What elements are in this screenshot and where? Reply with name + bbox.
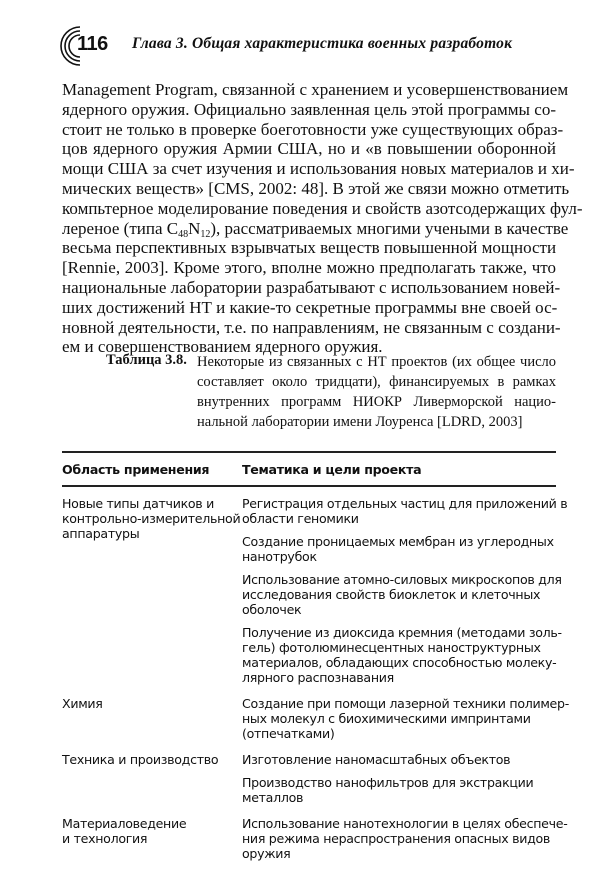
topic-item [242, 752, 556, 767]
page-number: 116 [77, 33, 108, 55]
body-line: стоит не только в проверке боеготовности уже существующих образ- [62, 119, 564, 139]
table-body [62, 496, 569, 869]
body-line: цов ядерного оружия Армии США, но и «в повышении оборонной [62, 139, 556, 159]
table-row [62, 496, 568, 693]
body-line-part: лереное (типа C [62, 218, 179, 238]
body-line: ем и совершенствованием ядерного оружия. [62, 337, 383, 357]
topic-line: ния режима нераспространения опасных видов [242, 831, 551, 846]
topic-item [242, 775, 556, 805]
area-cell [62, 752, 242, 813]
topic-line: Создание проницаемых мембран из углеродных [242, 534, 554, 549]
body-line: ших достижений НТ и какие-то секретные программы вне своей ос- [62, 297, 558, 317]
topic-line: лярного распознавания [242, 670, 394, 685]
topic-line: оболочек [242, 602, 302, 617]
topic-line: гель) фотолюминесцентных наноструктурных [242, 640, 541, 655]
area-line: Техника и производство [62, 752, 219, 767]
body-line-part: 12 [200, 228, 211, 240]
topic-cell [242, 752, 556, 813]
topic-line: Использование атомно-силовых микроскопов для [242, 572, 562, 587]
topic-line: металлов [242, 790, 304, 805]
caption-line: Некоторые из связанных с НТ проектов (их общее число [197, 354, 556, 370]
topic-item [242, 816, 567, 861]
area-line: Новые типы датчиков и [62, 496, 215, 511]
topic-cell [242, 816, 567, 869]
topic-item [242, 572, 567, 617]
body-line: весьма перспективных взрывчатых веществ повышенной мощности [62, 238, 557, 258]
topic-line: Производство нанофильтров для экстракции [242, 775, 534, 790]
table-row [62, 696, 569, 749]
body-line: новной деятельности, т.е. по направлениям, не связанным с создани- [62, 317, 561, 337]
topic-item [242, 534, 567, 564]
caption-line: составляет около тридцати), финансируемых в рамках [197, 374, 556, 390]
topic-line: области геномики [242, 511, 359, 526]
projects-table [62, 451, 569, 869]
area-cell [62, 496, 242, 693]
body-line: Management Program, связанной с хранением и усовершенствованием [62, 80, 569, 99]
topic-item [242, 625, 567, 685]
topic-line: (отпечатками) [242, 726, 335, 741]
topic-line: оружия [242, 846, 291, 861]
topic-cell [242, 496, 567, 693]
topic-line: ных молекул с биохимическими импринтами [242, 711, 531, 726]
header-area: Область применения [62, 461, 210, 477]
topic-line: Получение из диоксида кремния (методами золь- [242, 625, 562, 640]
running-header [58, 24, 558, 68]
body-line: компьтерное моделирование поведения и свойств азотсодержащих фул- [62, 198, 583, 218]
topic-item [242, 696, 569, 741]
area-line: Химия [62, 696, 103, 711]
body-line: ядерного оружия. Официально заявленная цель этой программы со- [62, 99, 556, 119]
caption-line: нальной лаборатории имени Лоуренса [LDRD, 2003] [197, 414, 523, 430]
table-label: Таблица 3.8. [106, 352, 187, 368]
topic-line: Изготовление наномасштабных объектов [242, 752, 511, 767]
area-line: Материаловедение [62, 816, 187, 831]
body-text [62, 80, 583, 357]
header-topic: Тематика и цели проекта [242, 461, 422, 477]
topic-line: Создание при помощи лазерной техники полимер- [242, 696, 569, 711]
caption-text [197, 352, 556, 432]
body-line-part: N [188, 218, 201, 238]
topic-cell [242, 696, 569, 749]
topic-line: Использование нанотехнологии в целях обеспече- [242, 816, 568, 831]
area-cell [62, 696, 242, 749]
table-row [62, 816, 568, 869]
topic-line: материалов, обладающих способностью молеку- [242, 655, 557, 670]
area-line: и технология [62, 831, 148, 846]
topic-line: исследования свойств биоклеток и клеточных [242, 587, 541, 602]
body-line: национальные лаборатории разрабатывают с использованием новей- [62, 277, 561, 297]
topic-item [242, 496, 567, 526]
body-line-part: ), рассматриваемых многими учеными в качестве [210, 218, 569, 238]
body-line: [Rennie, 2003]. Кроме этого, вполне можно предполагать также, что [62, 258, 556, 278]
body-line-part: 48 [178, 228, 189, 240]
body-line: мощи США за счет изучения и использования новых материалов и хи- [62, 159, 575, 179]
body-line: мических веществ» [CMS, 2002: 48]. В этой же связи можно отметить [62, 178, 570, 198]
body-line [62, 218, 569, 240]
running-title: Глава 3. Общая характеристика военных разработок [132, 35, 513, 52]
area-line: контрольно-измерительной [62, 511, 241, 526]
caption-line: внутренних программ НИОКР Ливерморской нацио- [197, 394, 556, 410]
table-header-rule [62, 485, 556, 487]
area-line: аппаратуры [62, 526, 140, 541]
table-row [62, 752, 556, 813]
table-header [62, 453, 556, 485]
topic-line: Регистрация отдельных частиц для приложений в [242, 496, 568, 511]
topic-line: нанотрубок [242, 549, 317, 564]
area-cell [62, 816, 242, 869]
